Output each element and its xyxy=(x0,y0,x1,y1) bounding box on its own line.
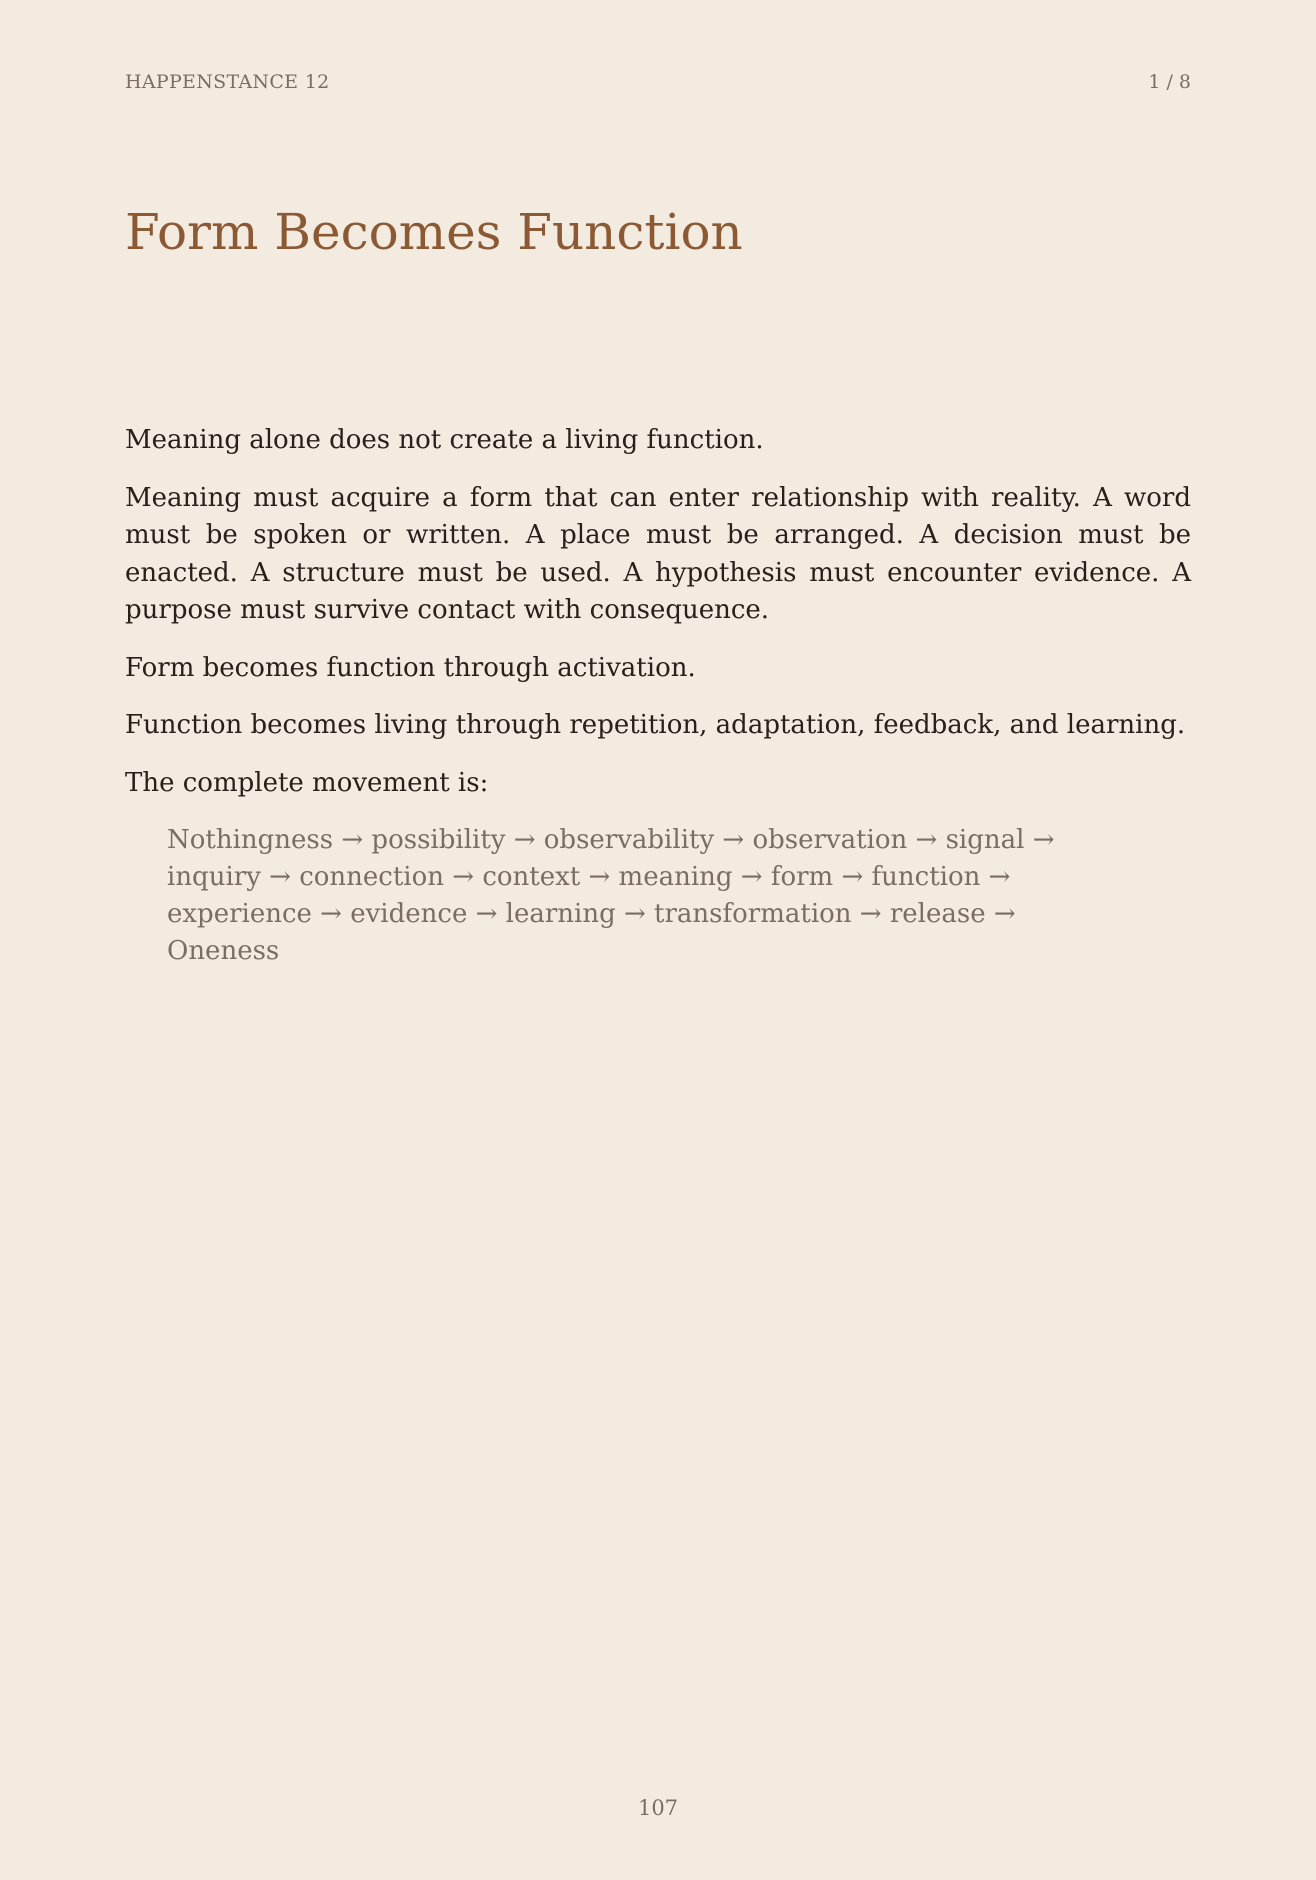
sequence-line: inquiry → connection → context → meaning → form → function → xyxy=(167,862,1011,892)
sequence-line: Oneness xyxy=(167,936,280,966)
paragraph: Form becomes function through activation. xyxy=(125,652,696,683)
running-header xyxy=(125,70,1191,94)
chapter-title: Form Becomes Function xyxy=(125,203,743,261)
page-number: 107 xyxy=(637,1796,679,1820)
section-position: 1 / 8 xyxy=(1148,71,1191,93)
body-text xyxy=(125,422,1191,970)
movement-sequence xyxy=(167,822,1167,970)
sequence-line: Nothingness → possibility → observability → observation → signal → xyxy=(167,825,1055,855)
paragraph: Function becomes living through repetition, adaptation, feedback, and learning. xyxy=(125,710,1186,740)
paragraph: The complete movement is: xyxy=(125,767,489,798)
paragraph: Meaning must acquire a form that can enter relationship with reality. A word must be spoken or written. A place must be arranged. A decision must be enacted. A structure must be used. A hypothesis must encounter evidence. A purpose must survive contact with consequence. xyxy=(125,482,1191,625)
paragraph: Meaning alone does not create a living function. xyxy=(125,425,764,455)
book-title: HAPPENSTANCE 12 xyxy=(125,71,330,93)
sequence-line: experience → evidence → learning → transformation → release → xyxy=(167,899,1016,929)
